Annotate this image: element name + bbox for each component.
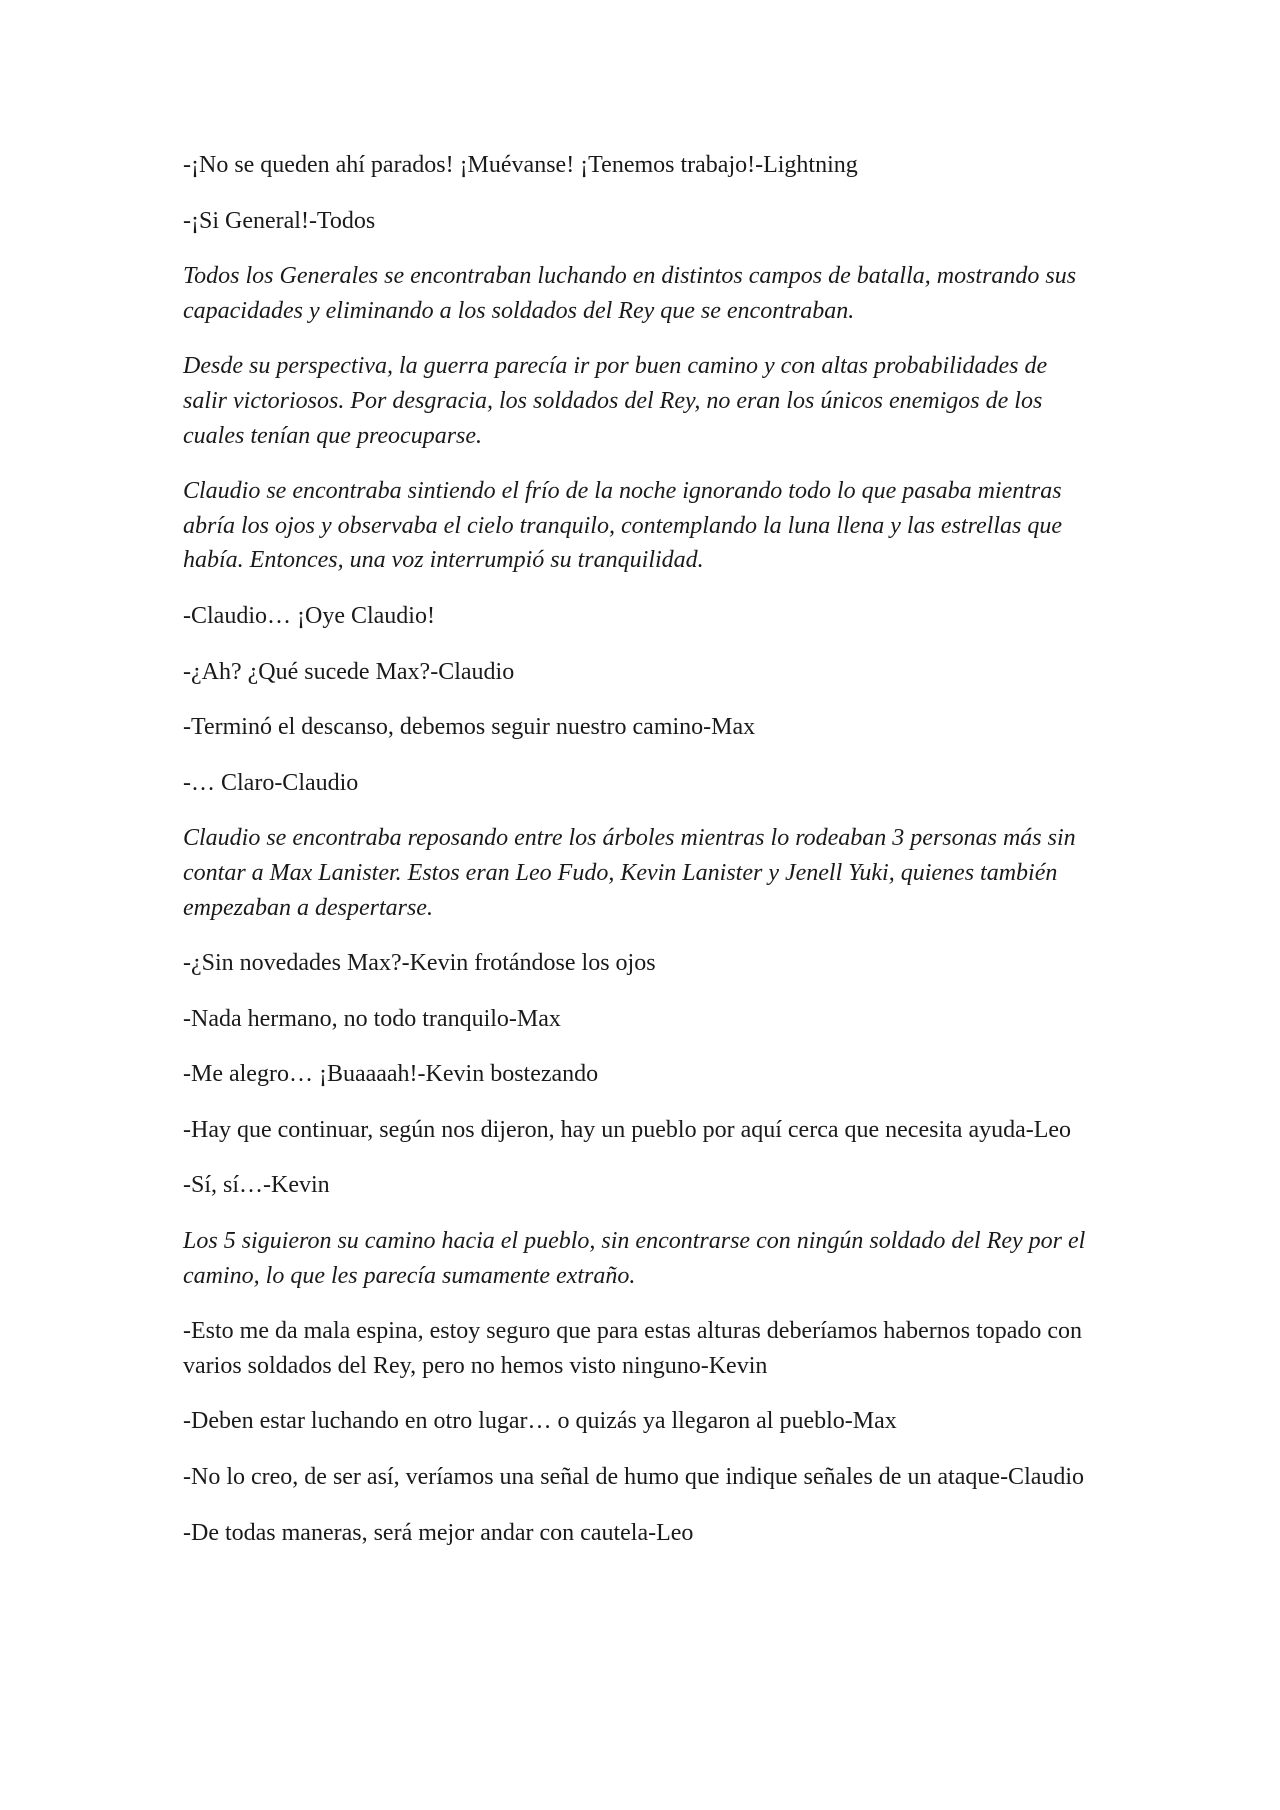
narration-paragraph: Los 5 siguieron su camino hacia el pueblo, sin encontrarse con ningún soldado del Rey por el camino, lo que les parecía sumamente extraño. — [183, 1228, 1086, 1289]
dialogue-line: -¡No se queden ahí parados! ¡Muévanse! ¡Tenemos trabajo!-Lightning — [183, 152, 858, 178]
dialogue-line: -Nada hermano, no todo tranquilo-Max — [183, 1005, 561, 1032]
narration-paragraph: Claudio se encontraba reposando entre los árboles mientras lo rodeaban 3 personas más sin contar a Max Lanister. Estos eran Leo Fudo, Kevin Lanister y Jenell Yuki, quienes también empezaban a despertarse. — [183, 825, 1076, 921]
dialogue-line: -Hay que continuar, según nos dijeron, hay un pueblo por aquí cerca que necesita ayuda-Leo — [183, 1116, 1072, 1143]
dialogue-line: -¡Si General!-Todos — [183, 207, 376, 234]
dialogue-line: -… Claro-Claudio — [183, 769, 359, 796]
document-page — [183, 148, 1095, 1571]
dialogue-line: -Deben estar luchando en otro lugar… o quizás ya llegaron al pueblo-Max — [183, 1408, 897, 1435]
dialogue-line: -¿Sin novedades Max?-Kevin frotándose los ojos — [183, 950, 656, 977]
dialogue-line: -Claudio… ¡Oye Claudio! — [183, 602, 435, 629]
dialogue-line: -Me alegro… ¡Buaaaah!-Kevin bostezando — [183, 1061, 599, 1088]
narration-paragraph: Desde su perspectiva, la guerra parecía ir por buen camino y con altas probabilidades de salir victoriosos. Por desgracia, los soldados del Rey, no eran los únicos enemigos de los cuales tenían que preocuparse. — [183, 353, 1048, 449]
dialogue-line: -De todas maneras, será mejor andar con cautela-Leo — [183, 1519, 694, 1546]
narration-paragraph: Todos los Generales se encontraban luchando en distintos campos de batalla, mostrando sus capacidades y eliminando a los soldados del Rey que se encontraban. — [183, 263, 1077, 324]
dialogue-line: -Sí, sí…-Kevin — [183, 1172, 330, 1199]
dialogue-line: -¿Ah? ¿Qué sucede Max?-Claudio — [183, 658, 515, 685]
narration-paragraph: Claudio se encontraba sintiendo el frío de la noche ignorando todo lo que pasaba mientras abría los ojos y observaba el cielo tranquilo, contemplando la luna llena y las estrellas que había. Entonces, una voz interrumpió su tranquilidad. — [183, 478, 1063, 574]
dialogue-line: -Terminó el descanso, debemos seguir nuestro camino-Max — [183, 714, 756, 741]
dialogue-line: -No lo creo, de ser así, veríamos una señal de humo que indique señales de un ataque-Claudio — [183, 1464, 1085, 1491]
dialogue-line: -Esto me da mala espina, estoy seguro que para estas alturas deberíamos habernos topado con varios soldados del Rey, pero no hemos visto ninguno-Kevin — [183, 1318, 1083, 1379]
